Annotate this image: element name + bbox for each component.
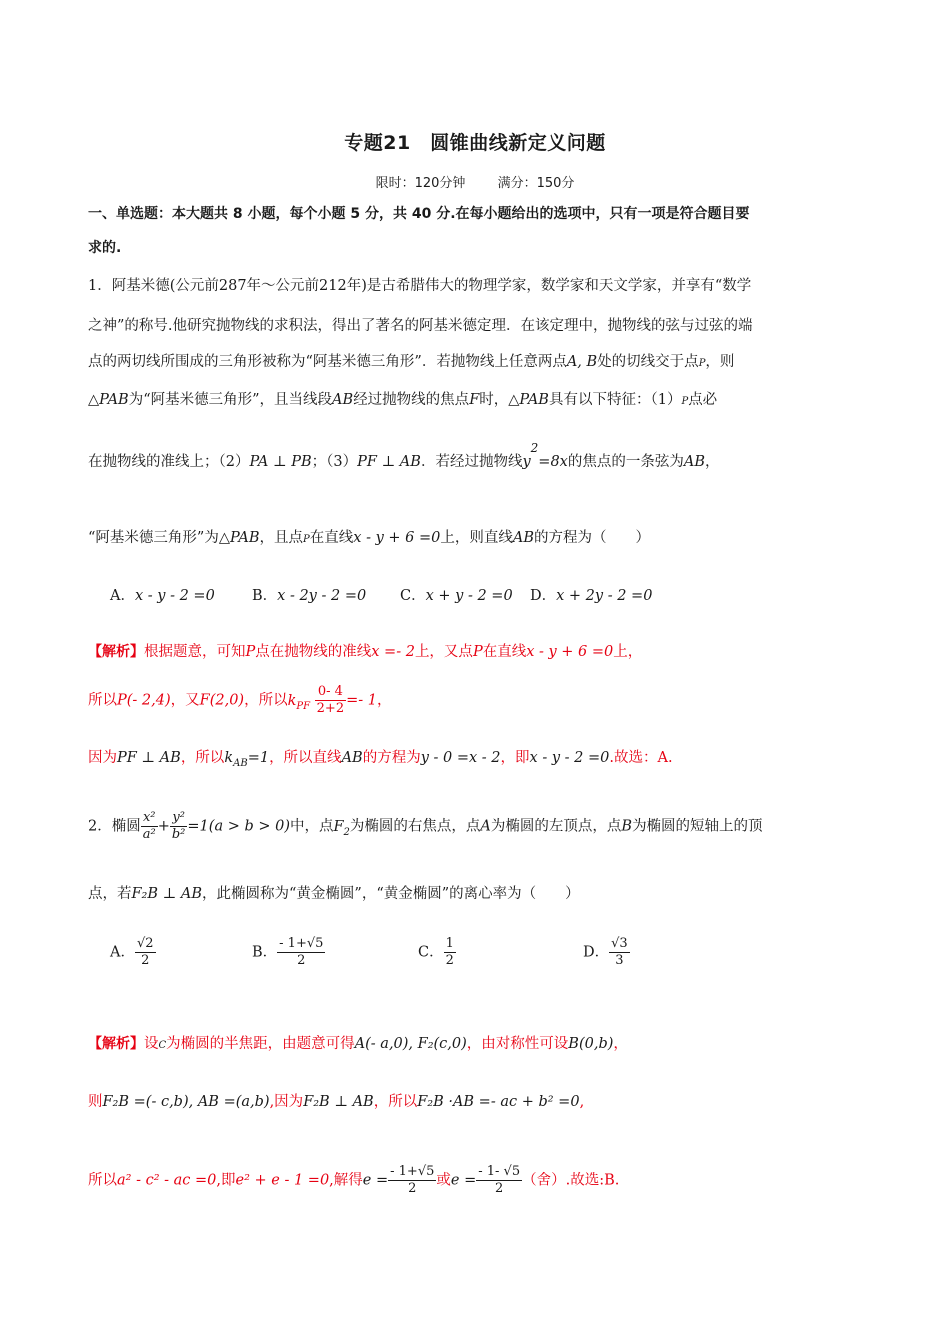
q1-solution-line3: 因为PF ⊥ AB，所以$k_{AB}=1$，所以直线AB的方程为y - 0 =x - 2，即x - y - 2 =0.故选：A. bbox=[88, 750, 673, 769]
q1-line1: 1．阿基米德(公元前287年～公元前212年)是古希腊伟大的物理学家，数学家和天文学家，并享有“数学 bbox=[88, 278, 752, 294]
math-triangle: △PAB bbox=[218, 530, 260, 546]
math-p: P bbox=[698, 358, 706, 369]
math-p: P bbox=[681, 396, 689, 407]
q1-option-c[interactable]: C．x + y - 2 =0 bbox=[400, 588, 513, 604]
q2-line1: 2．椭圆 $\frac{\text{x²}}{\text{a²}}$ + $\frac{\text{y²}}{\text{b²}}$ =1(a > b > 0)中，点$F_2$为椭圆的右焦点，点A为椭圆的左顶点，点B为椭圆的短轴上的顶 bbox=[88, 810, 763, 842]
math-points-ab: A, B bbox=[566, 354, 598, 370]
q2-option-b[interactable]: B． $\frac{- 1+√5}{2}$ bbox=[252, 936, 324, 968]
ellipse-y-term: $\frac{\text{y²}}{\text{b²}}$ bbox=[171, 810, 186, 842]
q2-solution-line3: 所以a² - c² - ac =0,即e² + e - 1 =0,解得e = $\frac{- 1+√5}{2}$ 或e = $\frac{- 1- √5}{2}$ （舍）.故选:B. bbox=[88, 1164, 620, 1196]
full-score: 满分：150分 bbox=[497, 176, 575, 191]
solution-tag: 【解析】 bbox=[88, 644, 144, 660]
math-f: F bbox=[469, 392, 480, 408]
q1-solution-line1: 【解析】根据题意，可知P点在抛物线的准线x =- 2上，又点P在直线x - y + 6 =0上， bbox=[88, 644, 643, 660]
q1-option-a[interactable]: A．x - y - 2 =0 bbox=[110, 588, 215, 604]
q2-option-a[interactable]: A． $\frac{√2}{2}$ bbox=[110, 936, 154, 968]
q2-line2: 点，若F₂B ⊥ AB，此椭圆称为“黄金椭圆”，“黄金椭圆”的离心率为（ ） bbox=[88, 886, 580, 902]
math-ab: AB bbox=[512, 530, 534, 546]
math-parabola: $y^2=8x$ bbox=[522, 441, 568, 470]
math-p: P bbox=[303, 534, 310, 545]
q1-option-d[interactable]: D．x + 2y - 2 =0 bbox=[530, 588, 653, 604]
q1-option-b[interactable]: B．x - 2y - 2 =0 bbox=[252, 588, 367, 604]
q1-line5: 在抛物线的准线上；（2）PA ⊥ PB；（3）PF ⊥ AB．若经过抛物线$y^2=8x$的焦点的一条弦为AB， bbox=[88, 441, 720, 470]
q1-line3: 点的两切线所围成的三角形被称为“阿基米德三角形”．若抛物线上任意两点A, B处的切线交于点P，则 bbox=[88, 354, 735, 370]
q1-solution-line2: 所以P(- 2,4)，又F(2,0)，所以$k_{PF}$ $\frac{0- 4}{2+2}$ =- 1， bbox=[88, 684, 392, 716]
q2-option-d[interactable]: D． $\frac{√3}{3}$ bbox=[583, 936, 628, 968]
q1-line4: △PAB为“阿基米德三角形”，且当线段AB经过抛物线的焦点F时，△PAB具有以下特征：（1）P点必 bbox=[88, 392, 718, 408]
q1-line6: “阿基米德三角形”为△PAB，且点P在直线x - y + 6 =0上，则直线AB的方程为（ ） bbox=[88, 530, 650, 546]
math-triangle: △PAB bbox=[88, 392, 129, 408]
q2-option-c[interactable]: C． $\frac{1}{2}$ bbox=[418, 936, 454, 968]
solution-tag: 【解析】 bbox=[88, 1036, 144, 1052]
ellipse-x-term: $\frac{\text{x²}}{\text{a²}}$ bbox=[142, 810, 156, 842]
q2-solution-line2: 则F₂B =(- c,b), AB =(a,b),因为F₂B ⊥ AB，所以F₂B ·AB =- ac + b² =0, bbox=[88, 1094, 585, 1110]
math-pa-perp-pb: PA ⊥ PB bbox=[249, 454, 312, 470]
exam-meta bbox=[0, 172, 950, 191]
math-line-eq: x - y + 6 =0 bbox=[353, 530, 441, 546]
q1-line2: 之神”的称号.他研究抛物线的求积法，得出了著名的阿基米德定理．在该定理中，抛物线的弦与过弦的端 bbox=[88, 318, 753, 334]
math-pf-perp-ab: PF ⊥ AB bbox=[357, 454, 421, 470]
slope-fraction: $\frac{0- 4}{2+2}$ bbox=[316, 684, 345, 716]
math-triangle: △PAB bbox=[508, 392, 549, 408]
q2-solution-line1: 【解析】设C为椭圆的半焦距，由题意可得A(- a,0), F₂(c,0)，由对称性可设B(0,b)， bbox=[88, 1036, 628, 1052]
section-header-line1: 一、单选题：本大题共 8 小题，每个小题 5 分，共 40 分.在每小题给出的选项中，只有一项是符合题目要 bbox=[88, 206, 750, 222]
time-limit: 限时：120分钟 bbox=[375, 176, 466, 191]
page-title: 专题21 圆锥曲线新定义问题 bbox=[344, 132, 606, 154]
math-ab: AB bbox=[683, 454, 705, 470]
math-ab: AB bbox=[332, 392, 354, 408]
section-header-line2: 求的. bbox=[88, 240, 122, 256]
